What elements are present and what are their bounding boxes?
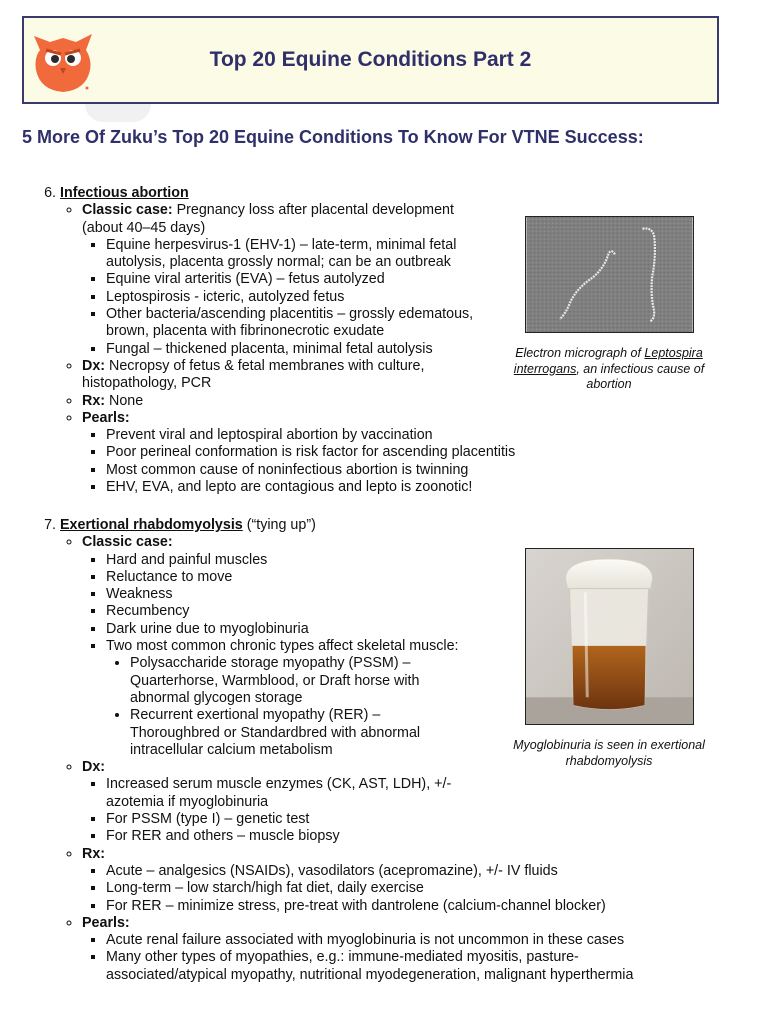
label: Pearls: <box>82 914 130 931</box>
list-item: ▪ Leptospirosis - icteric, autolyzed fetus <box>106 289 496 306</box>
dx-item <box>82 358 482 393</box>
label: Dx: <box>82 357 106 374</box>
list-item <box>106 638 502 759</box>
list-item: ▪ Acute renal failure associated with myoglobinuria is not uncommon in these cases <box>106 932 676 949</box>
list-item: • Polysaccharide storage myopathy (PSSM) – Quarterhorse, Warmblood, or Draft horse with abnormal glycogen storage <box>130 655 470 707</box>
header-box <box>22 16 719 104</box>
urine-cup-image <box>525 548 694 725</box>
list-item: ▪ Equine herpesvirus-1 (EHV-1) – late-term, minimal fetal autolysis, placenta grossly normal; can be an outbreak <box>106 237 496 272</box>
condition-title: Infectious abortion <box>60 185 189 201</box>
caption-text: , an infectious cause of abortion <box>576 361 705 391</box>
page-title: Top 20 Equine Conditions Part 2 <box>209 48 532 71</box>
label: Classic case: <box>82 534 173 551</box>
list-item: ▪ Other bacteria/ascending placentitis – grossly edematous, brown, placenta with fibrinonecrotic exudate <box>106 306 496 341</box>
text: Necropsy of fetus & fetal membranes with culture, histopathology, PCR <box>82 357 425 392</box>
condition-item <box>60 185 560 496</box>
label: Rx: <box>82 392 106 409</box>
text: Pregnancy loss after placental development (about 40–45 days) <box>82 202 454 236</box>
figure-myoglobinuria <box>503 548 715 769</box>
condition-title-suffix: (“tying up”) <box>242 517 316 533</box>
figure-leptospira <box>503 216 715 393</box>
list-item: ▪ Recumbency <box>106 603 502 620</box>
list-item: ▪ Acute – analgesics (NSAIDs), vasodilators (acepromazine), +/- IV fluids <box>106 863 682 880</box>
list-item: ▪ Most common cause of noninfectious abortion is twinning <box>106 462 586 479</box>
list-item: ▪ Many other types of myopathies, e.g.: immune-mediated myositis, pasture-associated/atypical myopathy, nutritional myodegeneration, malignant hyperthermia <box>106 949 676 984</box>
figure-caption: Myoglobinuria is seen in exertional rhabdomyolysis <box>513 738 705 768</box>
text: None <box>105 392 144 409</box>
caption-link[interactable]: Leptospira interrogans <box>513 346 703 376</box>
classic-case-item <box>82 534 502 759</box>
list-item: ▪ Increased serum muscle enzymes (CK, AST, LDH), +/- azotemia if myoglobinuria <box>106 776 486 811</box>
subtitle: 5 More Of Zuku’s Top 20 Equine Conditions To Know For VTNE Success: <box>22 127 644 147</box>
list-item: ▪ Dark urine due to myoglobinuria <box>106 621 502 638</box>
condition-list <box>0 185 560 496</box>
label: Dx: <box>82 759 106 776</box>
list-item: ▪ Prevent viral and leptospiral abortion by vaccination <box>106 427 586 444</box>
rx-pearls <box>60 846 682 984</box>
list-item: ▪ For RER – minimize stress, pre-treat with dantrolene (calcium-channel blocker) <box>106 898 682 915</box>
rx-item <box>82 846 682 915</box>
list-item: ▪ Reluctance to move <box>106 569 502 586</box>
list-item: ▪ EHV, EVA, and lepto are contagious and lepto is zoonotic! <box>106 479 586 496</box>
list-item: ▪ Weakness <box>106 586 502 603</box>
micrograph-image <box>525 216 694 333</box>
label: Rx: <box>82 845 106 862</box>
list-item: ▪ Fungal – thickened placenta, minimal fetal autolysis <box>106 341 496 358</box>
list-item: ▪ For PSSM (type I) – genetic test <box>106 811 486 828</box>
classic-case <box>60 534 502 845</box>
condition-title: Exertional rhabdomyolysis <box>60 517 243 533</box>
list-item: ▪ Hard and painful muscles <box>106 552 502 569</box>
pearls <box>60 410 582 496</box>
label: Pearls: <box>82 409 130 426</box>
figure-caption <box>503 346 715 393</box>
list-item: ▪ Long-term – low starch/high fat diet, daily exercise <box>106 880 682 897</box>
list-item-text: Two most common chronic types affect skeletal muscle: <box>106 638 459 655</box>
pearls-item <box>82 915 682 984</box>
list-item: • Recurrent exertional myopathy (RER) – Thoroughbred or Standardbred with abnormal intracellular calcium metabolism <box>130 707 470 759</box>
list-item: ▪ Poor perineal conformation is risk factor for ascending placentitis <box>106 444 586 461</box>
label: Classic case: <box>82 202 173 219</box>
caption-text: Electron micrograph of <box>515 346 645 360</box>
dx-item <box>82 759 502 845</box>
classic-case <box>60 202 482 410</box>
list-item: ▪ For RER and others – muscle biopsy <box>106 828 486 845</box>
pearls-item <box>82 410 582 496</box>
list-item: ▪ Equine viral arteritis (EVA) – fetus autolyzed <box>106 271 496 288</box>
classic-case-item <box>82 202 482 358</box>
rx-item <box>82 393 482 410</box>
logo-shadow <box>85 104 151 122</box>
section-6 <box>0 185 560 496</box>
